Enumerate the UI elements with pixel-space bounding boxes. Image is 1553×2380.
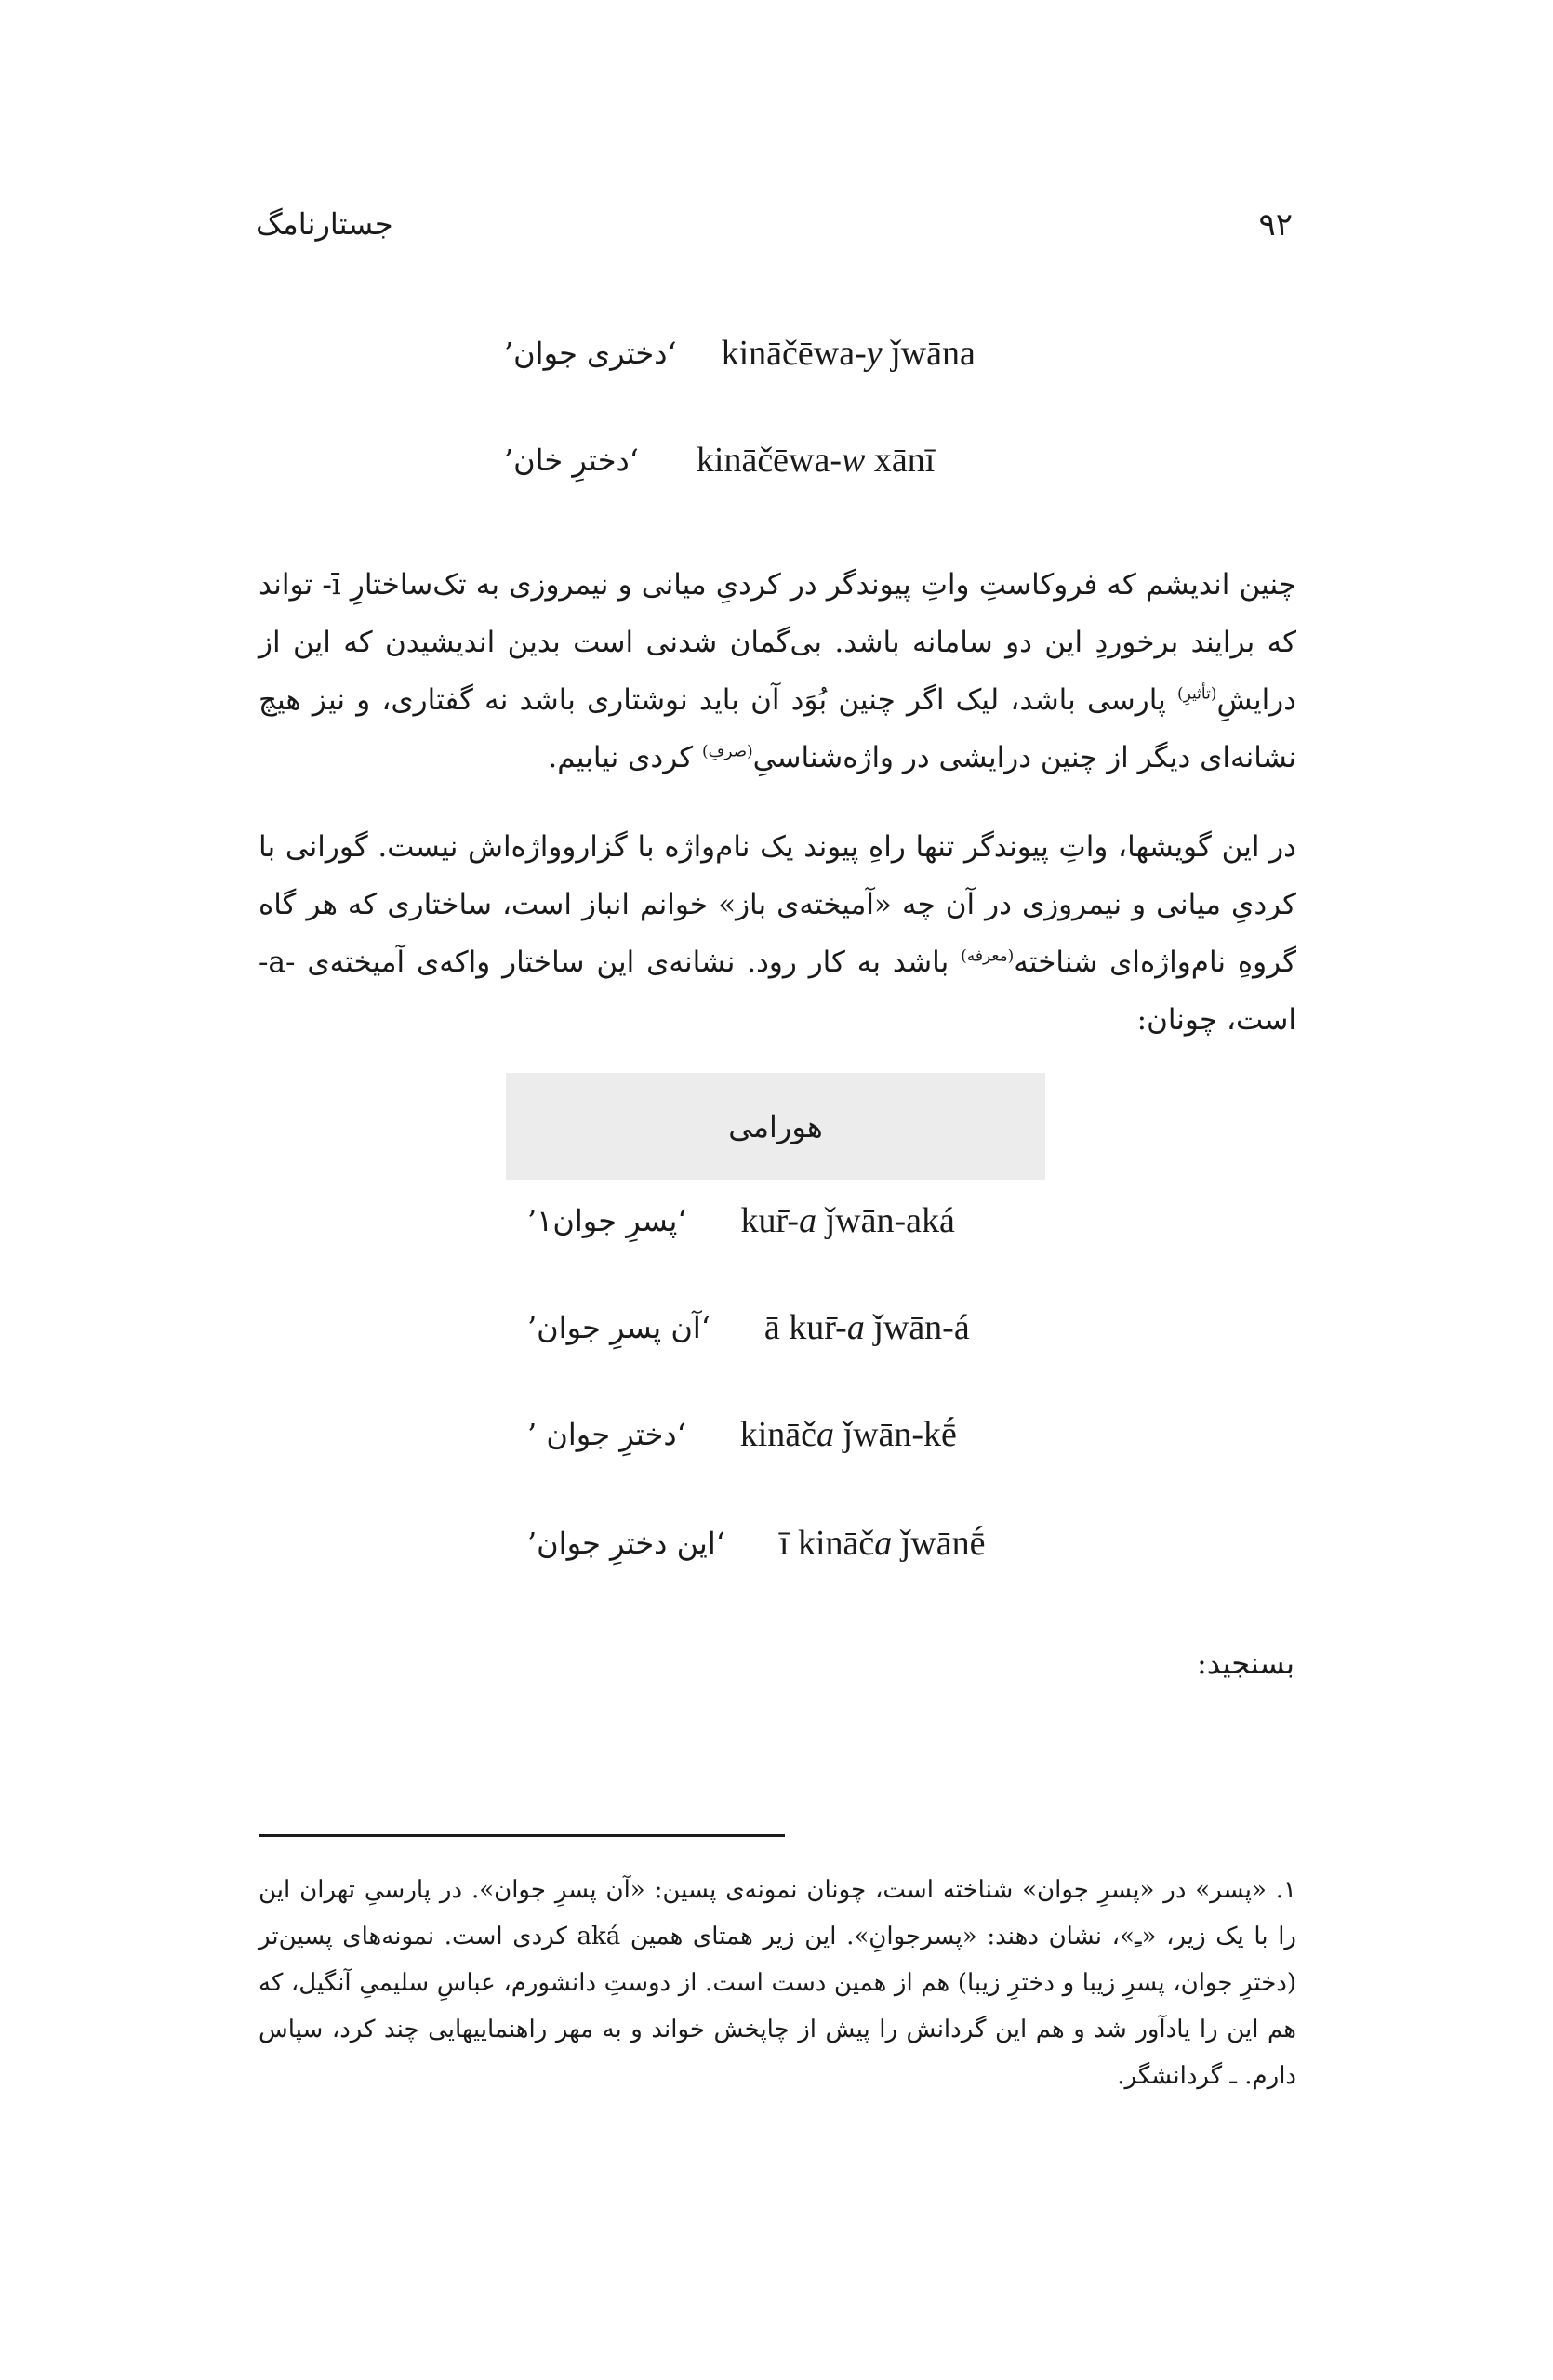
table-row bbox=[527, 1300, 970, 1355]
body-paragraph: چنین اندیشم که فروکاستِ واتِ پیوندگر در کردیِ میانی و نیمروزی به تک‌ساختارِ ‎-ī‎ تواند که برایند برخوردِ این دو سامانه باشد. بی‌گمان شدنی است بدین اندیشیدن که این از درایشِ$^{(تأثیرِ)}$ پارسی باشد، لیک اگر چنین بُوَد آن باید نوشتاری باشد نه گفتاری، و نیز هیچ نشانه‌ای دیگر از چنین درایشی در واژه‌شناسیِ$^{(صرفِ)}$ کردی نیابیم. bbox=[259, 568, 1296, 774]
example-gloss: ‘دختری جوان’ bbox=[504, 336, 677, 371]
footnote-divider bbox=[259, 1834, 785, 1837]
example-gloss: ‘دخترِ خان’ bbox=[504, 443, 639, 478]
example-gloss: ‘آن پسرِ جوان’ bbox=[527, 1310, 710, 1345]
table-row bbox=[527, 1193, 955, 1249]
example-latin: kur̄-a ǰwān-aká bbox=[740, 1201, 955, 1240]
example-gloss: ‘این دخترِ جوان’ bbox=[527, 1526, 725, 1561]
example-latin: kināčēwa-y ǰwāna bbox=[721, 334, 976, 373]
footnote-gloss: (صرفِ) bbox=[701, 742, 753, 761]
example-gloss: ‘دخترِ جوان ’ bbox=[527, 1417, 686, 1452]
example-row bbox=[504, 432, 935, 488]
footnote: ۱. «پسر» در «پسرِ جوان» شناخته است، چونان نمونه‌ی پسین: «آن پسرِ جوان». در پارسیِ تهران این را با یک زیر، «ـِ»، نشان دهند: «پسرجوانِ». این زیر همتای همین aká کردی است. نمونه‌های پسین‌تر (دخترِ جوان، پسرِ زیبا و دخترِ زیبا) هم از همین دست است. از دوستِ دانشورم، عباسِ سلیمیِ آنگیل، که هم این را یادآور شد و هم این گردانش را پیش از چاپخش خواند و به مهر راهنماییهایی چند کرد، سپاس دارم. ـ گردانشگر. bbox=[259, 1876, 1296, 2090]
footnote-gloss: (معرفه) bbox=[961, 946, 1015, 966]
table-row bbox=[527, 1515, 985, 1571]
example-latin: ā kur̄-a ǰwān-á bbox=[763, 1308, 970, 1347]
example-row bbox=[504, 325, 976, 381]
example-latin: kināčēwa-w xānī bbox=[696, 441, 936, 480]
example-gloss: ‘پسرِ جوان‌۱’ bbox=[527, 1203, 687, 1238]
table-header: هورامی bbox=[506, 1073, 1045, 1180]
example-latin: kināča ǰwān-kḗ bbox=[739, 1415, 957, 1454]
page-number: ۹۲ bbox=[1258, 206, 1293, 244]
compare-label: بسنجید: bbox=[1197, 1646, 1294, 1681]
footnote-marker: ۱. bbox=[1275, 1876, 1296, 1904]
example-latin: ī kināča ǰwānḗ bbox=[778, 1524, 986, 1563]
footnote-gloss: (تأثیرِ) bbox=[1177, 684, 1217, 704]
body-paragraph: در این گویشها، واتِ پیوندگر تنها راهِ پیوند یک نام‌واژه با گزاروواژه‌اش نیست. گورانی با کردیِ میانی و نیمروزی در آن چه «آمیخته‌ی باز» خوانم انباز است، ساختاری که هر گاه گروهِ نام‌واژه‌ای شناخته$^{(معرفه)}$ باشد به کار رود. نشانه‌ی این ساختار واکه‌ی آمیخته‌ی ‎-a-‎ است، چونان: bbox=[259, 830, 1296, 1037]
running-header-title: جستارنامگ bbox=[256, 206, 393, 242]
table-row bbox=[527, 1407, 957, 1462]
